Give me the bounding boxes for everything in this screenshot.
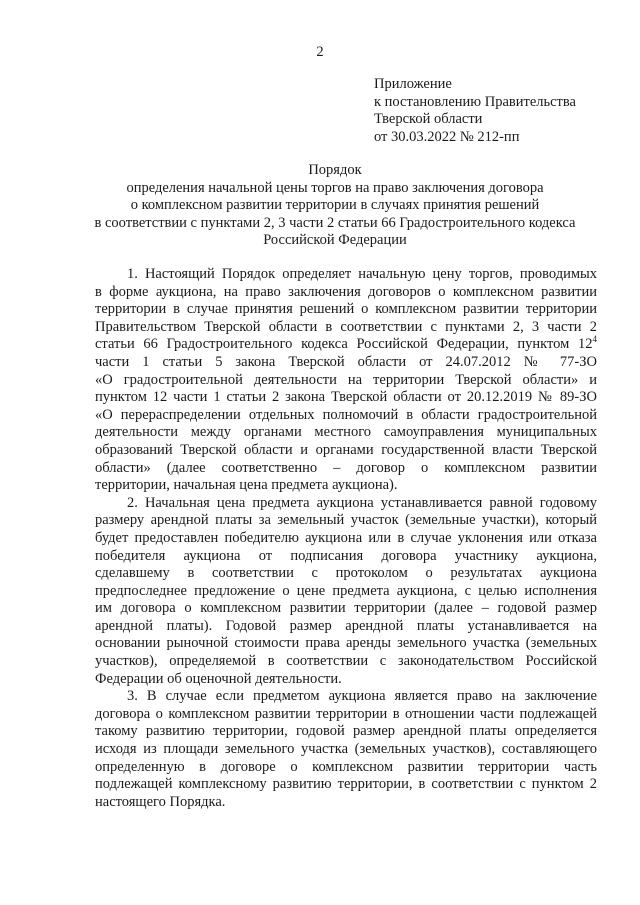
text-line: настоящего Порядка. <box>95 793 226 810</box>
text-line: им договора о комплексном развитии территории (далее – годовой размер <box>95 600 597 617</box>
text-line: образований Тверской области и органами государственной власти Тверской <box>95 441 597 458</box>
title-line: Порядок <box>308 162 362 178</box>
text-line: части 1 статьи 5 закона Тверской области от 24.07.2012 № 77-ЗО <box>95 353 597 370</box>
text-line: Федерации об оценочной деятельности. <box>95 670 342 687</box>
paragraph-1 <box>95 266 597 495</box>
paragraph-2 <box>95 495 597 689</box>
text-line: территории в случае принятия решений о комплексном развитии территории <box>95 301 597 318</box>
text-line: подлежащей комплексному развитию территории, в соответствии с пунктом 2 <box>95 776 597 793</box>
appendix-title: Приложение <box>374 76 452 92</box>
text-line: победителя аукциона от подписания договора участнику аукциона, <box>95 547 597 564</box>
appendix-block <box>374 76 614 146</box>
text-line: арендной платы). Годовой размер арендной платы устанавливается на <box>95 617 597 634</box>
text-line: территории, начальная цена предмета аукциона). <box>95 477 398 494</box>
title-line: определения начальной цены торгов на право заключения договора <box>126 179 544 196</box>
text-line: 1. Настоящий Порядок определяет начальную цену торгов, проводимых <box>127 266 597 282</box>
document-body <box>95 266 597 811</box>
appendix-reference: к постановлению Правительства <box>374 93 576 110</box>
appendix-region: Тверской области <box>374 111 483 127</box>
paragraph-3 <box>95 688 597 811</box>
appendix-date-number: от 30.03.2022 № 212-пп <box>374 128 520 145</box>
text-line: определенную в договоре о комплексном развитии территории часть <box>95 758 597 775</box>
text-line: в форме аукциона, на право заключения договоров о комплексном развитии <box>95 283 597 300</box>
document-title <box>80 162 590 250</box>
text-line: 3. В случае если предметом аукциона является право на заключение <box>127 688 597 705</box>
text-line: сделавшему в соответствии с протоколом о результатах аукциона <box>95 565 597 582</box>
title-line: Российской Федерации <box>263 232 407 248</box>
text-line: «О перераспределении отдельных полномочий в области градостроительной <box>95 406 597 423</box>
text-line: основании рыночной стоимости права аренды земельного участка (земельных <box>95 635 597 652</box>
text-line: будет предоставлен победителю аукциона или в случае уклонения или отказа <box>95 529 597 546</box>
text-line: 2. Начальная цена предмета аукциона устанавливается равной годовому <box>127 494 597 511</box>
text-line: размеру арендной платы за земельный участок (земельные участки), который <box>95 512 597 529</box>
text-line: Правительством Тверской области в соответствии с пунктами 2, 3 части 2 <box>95 318 597 335</box>
text-segment: статьи 66 Градостроительного кодекса Российской Федерации, пунктом 12 <box>95 336 593 353</box>
text-line: «О градостроительной деятельности на территории Тверской области» и <box>95 371 597 388</box>
superscript: 4 <box>592 334 597 345</box>
text-line <box>95 336 597 354</box>
page-number: 2 <box>316 44 324 60</box>
title-line: в соответствии с пунктами 2, 3 части 2 статьи 66 Градостроительного кодекса <box>94 214 576 231</box>
text-line: такому развитию территории, годовой размер арендной платы определяется <box>95 723 597 740</box>
text-line: деятельности между органами местного самоуправления муниципальных <box>95 424 597 441</box>
title-line: о комплексном развитии территории в случаях принятия решений <box>130 197 540 213</box>
text-line: договора о комплексном развитии территории в отношении части подлежащей <box>95 705 597 722</box>
text-line: участков), определяемой в соответствии с законодательством Российской <box>95 653 597 670</box>
text-line: пунктом 12 части 1 статьи 2 закона Тверской области от 20.12.2019 № 89-ЗО <box>95 389 597 406</box>
text-line: исходя из площади земельного участка (земельных участков), составляющего <box>95 741 597 758</box>
text-line: предпоследнее предложение о цене предмета аукциона, с целью исполнения <box>95 582 597 599</box>
text-line: области» (далее соответственно – договор о комплексном развитии <box>95 459 597 476</box>
